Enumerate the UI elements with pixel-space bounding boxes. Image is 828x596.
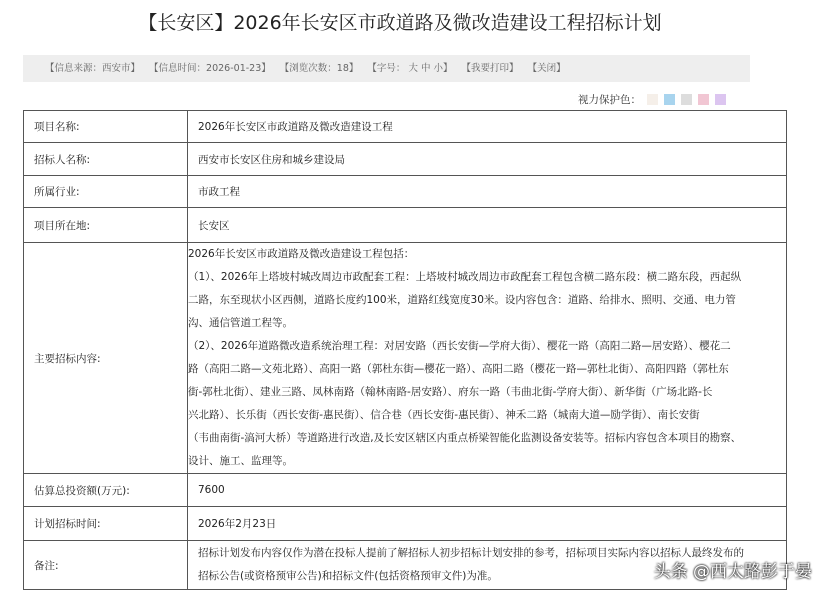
page-title: 【长安区】2026年长安区市政道路及微改造建设工程招标计划	[138, 12, 662, 34]
row-label: 备注:	[24, 541, 188, 590]
project-name: 2026年长安区市政道路及微改造建设工程	[188, 111, 787, 143]
color-swatch-gray[interactable]	[681, 94, 692, 105]
content-line: 路（高阳二路—文苑北路）、高阳一路（郭杜东街—樱花一路）、高阳二路（樱花一路—郭杜北街）、高阳四路（郭杜东	[188, 363, 729, 375]
bid-plan-table	[23, 110, 787, 590]
remark-line: 招标计划发布内容仅作为潜在投标人提前了解招标人初步招标计划安排的参考，招标项目实际内容以招标人最终发布的	[198, 547, 744, 559]
table-row	[24, 474, 787, 507]
info-source: 【信息来源：西安市】	[45, 63, 141, 74]
table-row	[24, 111, 787, 143]
row-label: 主要招标内容:	[24, 243, 188, 474]
content-line: 沟、通信管道工程等。	[188, 317, 293, 329]
color-swatch-beige[interactable]	[647, 94, 658, 105]
close-link[interactable]: 【关闭】	[527, 63, 566, 74]
table-row	[24, 507, 787, 541]
bid-time: 2026年2月23日	[188, 507, 787, 541]
table-row	[24, 208, 787, 243]
industry: 市政工程	[188, 176, 787, 208]
color-swatch-blue[interactable]	[664, 94, 675, 105]
tenderer-name: 西安市长安区住房和城乡建设局	[188, 143, 787, 176]
eye-protection-colors	[578, 92, 726, 107]
table-row	[24, 176, 787, 208]
investment: 7600	[188, 474, 787, 507]
row-label: 所属行业:	[24, 176, 188, 208]
row-label: 招标人名称:	[24, 143, 188, 176]
location: 长安区	[188, 208, 787, 243]
table-row	[24, 243, 787, 474]
content-line: 2026年长安区市政道路及微改造建设工程包括：	[188, 248, 415, 260]
content-line: 兴北路）、长乐街（西长安街-惠民街）、信合巷（西长安街-惠民街）、神禾二路（城南大道—励学街）、南长安街	[188, 409, 700, 421]
content-line: （1）、2026年上塔坡村城改周边市政配套工程：上塔坡村城改周边市政配套工程包含横二路东段：横二路东段，西起纵	[188, 271, 742, 283]
content-line: （韦曲南街-滈河大桥）等道路进行改造,及长安区辖区内重点桥梁智能化监测设备安装等。招标内容包含本项目的勘察、	[188, 432, 742, 444]
content-line: 设计、施工、监理等。	[188, 455, 293, 467]
info-bar	[23, 55, 750, 82]
color-swatch-purple[interactable]	[715, 94, 726, 105]
print-link[interactable]: 【我要打印】	[461, 63, 519, 74]
row-label: 项目所在地:	[24, 208, 188, 243]
watermark: 头条 @西太路彭于晏	[653, 562, 812, 582]
content-line: （2）、2026年道路微改造系统治理工程：对居安路（西长安街—学府大街）、樱花一路（高阳二路—居安路）、樱花二	[188, 340, 731, 352]
main-content	[188, 243, 787, 474]
row-label: 项目名称:	[24, 111, 188, 143]
table-row	[24, 143, 787, 176]
info-time: 【信息时间：2026-01-23】	[149, 63, 271, 74]
color-swatch-pink[interactable]	[698, 94, 709, 105]
info-views: 【浏览次数：18】	[279, 63, 359, 74]
row-label: 估算总投资额(万元):	[24, 474, 188, 507]
content-line: 二路，东至现状小区西侧，道路长度约100米，道路红线宽度30米。设内容包含：道路、给排水、照明、交通、电力管	[188, 294, 736, 306]
eye-protection-label: 视力保护色：	[578, 94, 641, 106]
remark-line: 招标公告(或资格预审公告)和招标文件(包括资格预审文件)为准。	[198, 570, 498, 582]
content-line: 街-郭杜北街）、建业三路、凤林南路（翰林南路-居安路）、府东一路（韦曲北街-学府大街）、新华街（广场北路-长	[188, 386, 713, 398]
font-size-control[interactable]: 【字号： 大 中 小】	[367, 63, 453, 74]
row-label: 计划招标时间:	[24, 507, 188, 541]
